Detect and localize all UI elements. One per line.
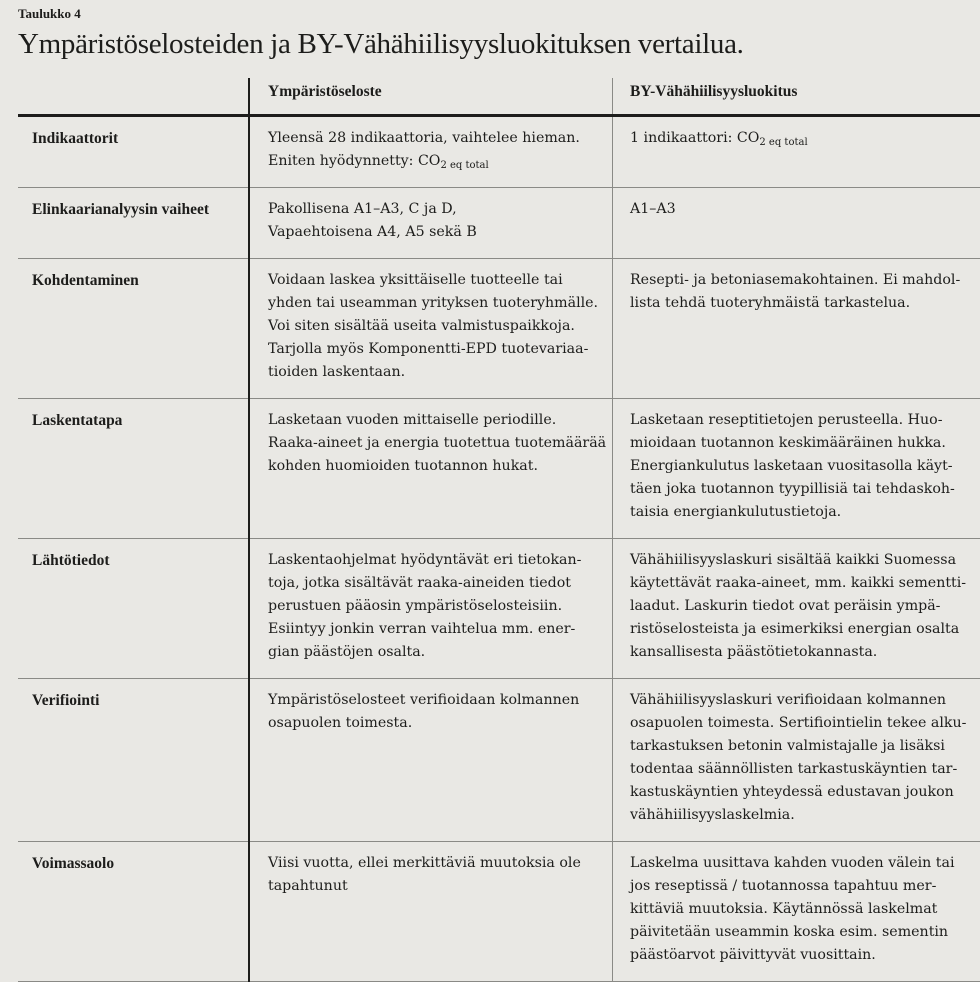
cell-line [268, 549, 612, 572]
cell-text: Resepti- ja betoniasemakohtainen. Ei mahdol- [630, 272, 960, 288]
cell-line [630, 618, 980, 641]
cell-text: osapuolen toimesta. Sertifiointielin tekee alku- [630, 715, 966, 731]
cell-text: yhden tai useamman yrityksen tuoteryhmälle. [268, 295, 598, 311]
cell-line [268, 572, 612, 595]
cell-line [630, 735, 980, 758]
cell-text: Eniten hyödynnetty: CO [268, 153, 440, 169]
cell-by-vahahiilisyysluokitus [613, 539, 980, 679]
table-row [18, 842, 980, 982]
cell-text: tarkastuksen betonin valmistajalle ja lisäksi [630, 738, 945, 754]
cell-line [630, 478, 980, 501]
cell-text: gian päästöjen osalta. [268, 644, 425, 660]
cell-text: toja, jotka sisältävät raaka-aineiden tiedot [268, 575, 571, 591]
cell-line [630, 432, 980, 455]
cell-ymparistoseloste [249, 259, 613, 399]
cell-line [268, 269, 612, 292]
cell-ymparistoseloste [249, 116, 613, 188]
cell-text: Tarjolla myös Komponentti-EPD tuotevariaa- [268, 341, 588, 357]
table-row [18, 116, 980, 188]
cell-text: taisia energiankulutustietoja. [630, 504, 841, 520]
table-row [18, 188, 980, 259]
cell-line [630, 875, 980, 898]
cell-text: lista tehdä tuoteryhmäistä tarkastelua. [630, 295, 910, 311]
cell-line [630, 898, 980, 921]
cell-line [630, 292, 980, 315]
cell-line [268, 455, 612, 478]
cell-text: päästöarvot päivittyvät vuosittain. [630, 947, 876, 963]
row-header: Elinkaarianalyysin vaiheet [18, 188, 249, 259]
cell-text: ristöselosteista ja esimerkiksi energian osalta [630, 621, 959, 637]
cell-line [268, 198, 612, 221]
cell-text: Vähähiilisyyslaskuri sisältää kaikki Suomessa [630, 552, 956, 568]
cell-line [630, 641, 980, 664]
cell-text: osapuolen toimesta. [268, 715, 412, 731]
cell-ymparistoseloste [249, 679, 613, 842]
cell-ymparistoseloste [249, 539, 613, 679]
table-row [18, 539, 980, 679]
cell-text: Laskelma uusittava kahden vuoden välein tai [630, 855, 954, 871]
cell-by-vahahiilisyysluokitus [613, 116, 980, 188]
cell-line [630, 455, 980, 478]
cell-line [268, 618, 612, 641]
subscript: 2 eq total [759, 137, 807, 148]
column-header-empty [18, 78, 249, 116]
header-row [18, 78, 980, 116]
table-label: Taulukko 4 [18, 6, 81, 22]
cell-line [630, 549, 980, 572]
cell-text: Pakollisena A1–A3, C ja D, [268, 201, 457, 217]
cell-text: Vähähiilisyyslaskuri verifioidaan kolmannen [630, 692, 946, 708]
cell-text: Voi siten sisältää useita valmistuspaikkoja. [268, 318, 575, 334]
cell-line [630, 572, 980, 595]
cell-text: täen joka tuotannon tyypillisiä tai tehdaskoh- [630, 481, 955, 497]
cell-ymparistoseloste [249, 842, 613, 982]
cell-line [630, 758, 980, 781]
cell-text: vähähiilisyyslaskelmia. [630, 807, 795, 823]
cell-line [630, 269, 980, 292]
cell-text: Lasketaan reseptitietojen perusteella. Huo- [630, 412, 943, 428]
row-header: Verifiointi [18, 679, 249, 842]
cell-by-vahahiilisyysluokitus [613, 259, 980, 399]
cell-line [630, 852, 980, 875]
row-header: Indikaattorit [18, 116, 249, 188]
cell-line [630, 127, 980, 150]
cell-text: kittäviä muutoksia. Käytännössä laskelmat [630, 901, 937, 917]
cell-text: tioiden laskentaan. [268, 364, 405, 380]
cell-line [268, 315, 612, 338]
table-row [18, 679, 980, 842]
cell-line [268, 221, 612, 244]
cell-line [268, 712, 612, 735]
cell-line [268, 432, 612, 455]
cell-text: mioidaan tuotannon keskimääräinen hukka. [630, 435, 946, 451]
cell-line [630, 921, 980, 944]
cell-line [268, 641, 612, 664]
cell-text: Laskentaohjelmat hyödyntävät eri tietokan- [268, 552, 581, 568]
row-header: Laskentatapa [18, 399, 249, 539]
cell-text: laadut. Laskurin tiedot ovat peräisin ympä- [630, 598, 940, 614]
cell-by-vahahiilisyysluokitus [613, 188, 980, 259]
cell-line [268, 338, 612, 361]
cell-text: todentaa säännöllisten tarkastuskäyntien tar- [630, 761, 957, 777]
cell-text: Lasketaan vuoden mittaiselle periodille. [268, 412, 556, 428]
cell-ymparistoseloste [249, 188, 613, 259]
cell-text: tapahtunut [268, 878, 348, 894]
cell-line [630, 595, 980, 618]
table-row [18, 399, 980, 539]
cell-line [630, 781, 980, 804]
cell-by-vahahiilisyysluokitus [613, 842, 980, 982]
cell-line [630, 501, 980, 524]
comparison-table [18, 78, 980, 982]
cell-line [268, 361, 612, 384]
column-header-by-vahahiilisyysluokitus: BY-Vähähiilisyysluokitus [613, 78, 980, 116]
cell-text: perustuen pääosin ympäristöselosteisiin. [268, 598, 562, 614]
cell-text: kastuskäyntien yhteydessä edustavan joukon [630, 784, 954, 800]
cell-line [268, 150, 612, 173]
cell-text: 1 indikaattori: CO [630, 130, 759, 146]
cell-by-vahahiilisyysluokitus [613, 679, 980, 842]
cell-text: Yleensä 28 indikaattoria, vaihtelee hieman. [268, 130, 580, 146]
cell-line [630, 712, 980, 735]
cell-by-vahahiilisyysluokitus [613, 399, 980, 539]
cell-text: Vapaehtoisena A4, A5 sekä B [268, 224, 477, 240]
table-title: Ympäristöselosteiden ja BY-Vähähiilisyysluokituksen vertailua. [18, 28, 744, 61]
cell-line [268, 409, 612, 432]
cell-line [630, 804, 980, 827]
cell-line [630, 198, 980, 221]
cell-text: kohden huomioiden tuotannon hukat. [268, 458, 538, 474]
cell-line [268, 292, 612, 315]
cell-line [630, 409, 980, 432]
table-row [18, 259, 980, 399]
cell-text: käytettävät raaka-aineet, mm. kaikki sementti- [630, 575, 966, 591]
cell-text: Raaka-aineet ja energia tuotettua tuotemäärää [268, 435, 606, 451]
cell-line [268, 875, 612, 898]
cell-line [268, 127, 612, 150]
subscript: 2 eq total [440, 160, 488, 171]
cell-line [268, 595, 612, 618]
cell-text: Voidaan laskea yksittäiselle tuotteelle tai [268, 272, 563, 288]
row-header: Voimassaolo [18, 842, 249, 982]
cell-text: kansallisesta päästötietokannasta. [630, 644, 877, 660]
cell-text: Energiankulutus lasketaan vuositasolla käyt- [630, 458, 953, 474]
row-header: Kohdentaminen [18, 259, 249, 399]
cell-text: Esiintyy jonkin verran vaihtelua mm. ener- [268, 621, 575, 637]
cell-text: jos reseptissä / tuotannossa tapahtuu mer- [630, 878, 936, 894]
cell-ymparistoseloste [249, 399, 613, 539]
row-header: Lähtötiedot [18, 539, 249, 679]
cell-text: A1–A3 [630, 201, 676, 217]
cell-line [630, 944, 980, 967]
cell-line [630, 689, 980, 712]
cell-text: Viisi vuotta, ellei merkittäviä muutoksia ole [268, 855, 581, 871]
column-header-ymparistoseloste: Ympäristöseloste [249, 78, 613, 116]
cell-line [268, 852, 612, 875]
cell-text: Ympäristöselosteet verifioidaan kolmannen [268, 692, 579, 708]
cell-line [268, 689, 612, 712]
cell-text: päivitetään useammin koska esim. sementin [630, 924, 948, 940]
